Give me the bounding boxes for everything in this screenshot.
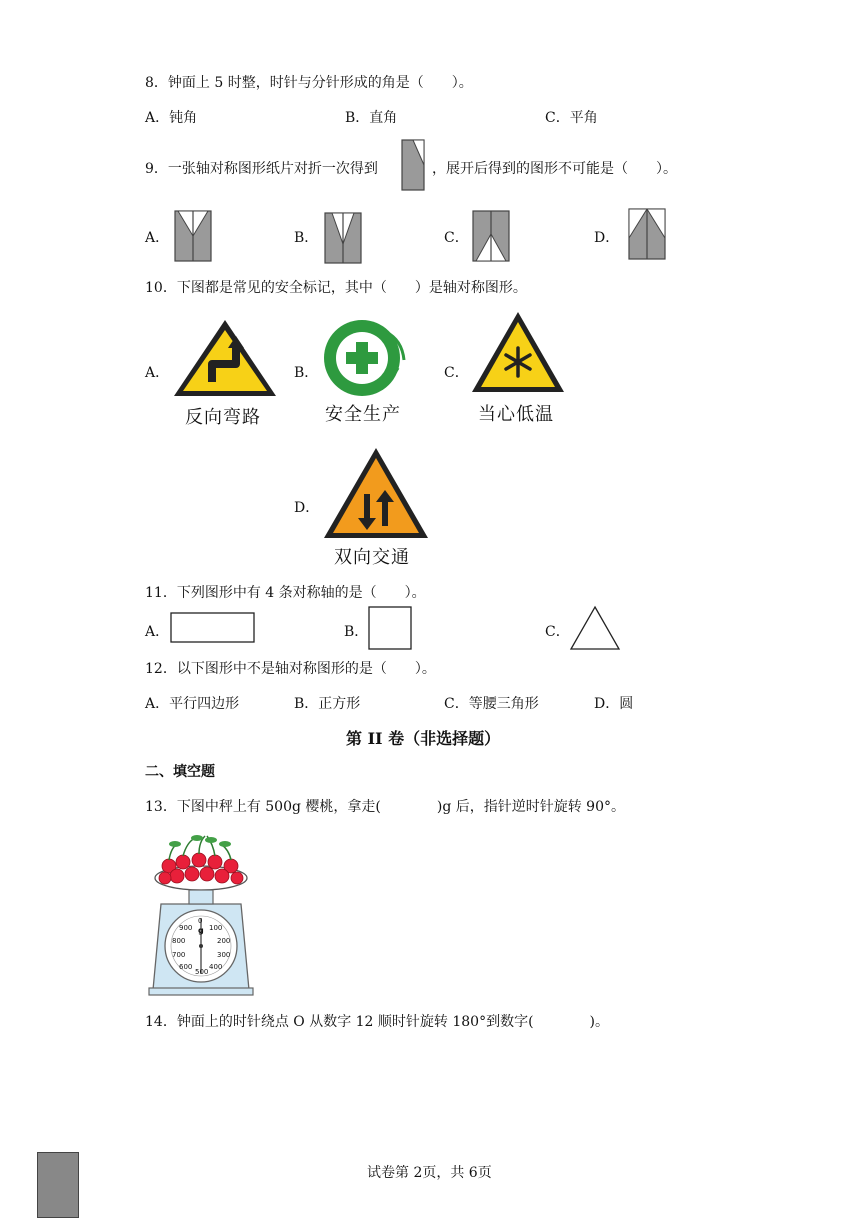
scale-tick-900: 900 <box>179 924 193 932</box>
question-11: 11．下列图形中有 4 条对称轴的是（ ）。 <box>145 585 426 601</box>
rectangle-figure[interactable] <box>170 612 256 644</box>
corner-block <box>37 1152 79 1218</box>
q10-option-c[interactable]: C． <box>444 365 469 381</box>
q9-option-c[interactable]: C． <box>444 230 469 246</box>
q12-option-c[interactable]: C．等腰三角形 <box>444 696 539 712</box>
section-2-heading: 二、填空题 <box>145 764 215 780</box>
sign-label-c: 当心低温 <box>478 404 554 425</box>
q8-option-c[interactable]: C．平角 <box>545 110 598 126</box>
question-13: 13．下图中秤上有 500g 樱桃，拿走( )g 后，指针逆时针旋转 90°。 <box>145 799 625 815</box>
section-2-title: 第 II 卷（非选择题） <box>346 729 501 748</box>
q12-option-d[interactable]: D．圆 <box>594 696 634 712</box>
q11-option-c[interactable]: C． <box>545 624 570 640</box>
q9-figure-c[interactable] <box>472 210 510 262</box>
sign-label-b: 安全生产 <box>325 404 401 425</box>
scale-tick-200: 200 <box>217 937 231 945</box>
question-14: 14．钟面上的时针绕点 O 从数字 12 顺时针旋转 180°到数字( )。 <box>145 1014 610 1030</box>
question-9-part1: 9．一张轴对称图形纸片对折一次得到 <box>145 161 378 177</box>
q9-figure-a[interactable] <box>174 210 212 262</box>
scale-tick-400: 400 <box>209 963 223 971</box>
q11-option-b[interactable]: B． <box>344 624 369 640</box>
q9-figure-d[interactable] <box>628 208 666 260</box>
question-12: 12．以下图形中不是轴对称图形的是（ ）。 <box>145 661 436 677</box>
scale-tick-800: 800 <box>172 937 186 945</box>
q12-option-a[interactable]: A．平行四边形 <box>145 696 240 712</box>
scale-tick-700: 700 <box>172 951 186 959</box>
page-footer: 试卷第 2页，共 6页 <box>367 1165 492 1181</box>
two-way-traffic-sign[interactable] <box>322 446 430 542</box>
q10-option-a[interactable]: A． <box>145 365 170 381</box>
sign-label-d: 双向交通 <box>334 547 410 568</box>
question-8: 8．钟面上 5 时整，时针与分针形成的角是（ ）。 <box>145 75 473 91</box>
folded-paper-figure <box>401 139 425 191</box>
question-10: 10．下图都是常见的安全标记，其中（ ）是轴对称图形。 <box>145 280 527 296</box>
q8-option-a[interactable]: A．钝角 <box>145 110 198 126</box>
reverse-curve-sign[interactable] <box>170 316 280 400</box>
scale-tick-300: 300 <box>217 951 231 959</box>
q8-option-b[interactable]: B．直角 <box>345 110 398 126</box>
triangle-figure[interactable] <box>569 605 621 651</box>
scale-tick-100: 100 <box>209 924 223 932</box>
q9-option-d[interactable]: D． <box>594 230 620 246</box>
scale-tick-600: 600 <box>179 963 193 971</box>
sign-label-a: 反向弯路 <box>185 407 261 428</box>
scale-tick-0: 0 <box>198 917 203 925</box>
q11-option-a[interactable]: A． <box>145 624 170 640</box>
scale-unit: g <box>198 926 204 935</box>
safety-production-sign[interactable] <box>320 316 408 400</box>
question-9-part2: ，展开后得到的图形不可能是（ ）。 <box>432 161 677 177</box>
q9-figure-b[interactable] <box>324 212 362 264</box>
low-temperature-sign[interactable] <box>470 310 566 396</box>
q10-option-b[interactable]: B． <box>294 365 319 381</box>
square-figure[interactable] <box>368 606 412 650</box>
q9-option-a[interactable]: A． <box>145 230 170 246</box>
scale-tick-500: 500 <box>195 968 209 976</box>
q9-option-b[interactable]: B． <box>294 230 319 246</box>
q10-option-d[interactable]: D． <box>294 500 320 516</box>
q12-option-b[interactable]: B．正方形 <box>294 696 361 712</box>
